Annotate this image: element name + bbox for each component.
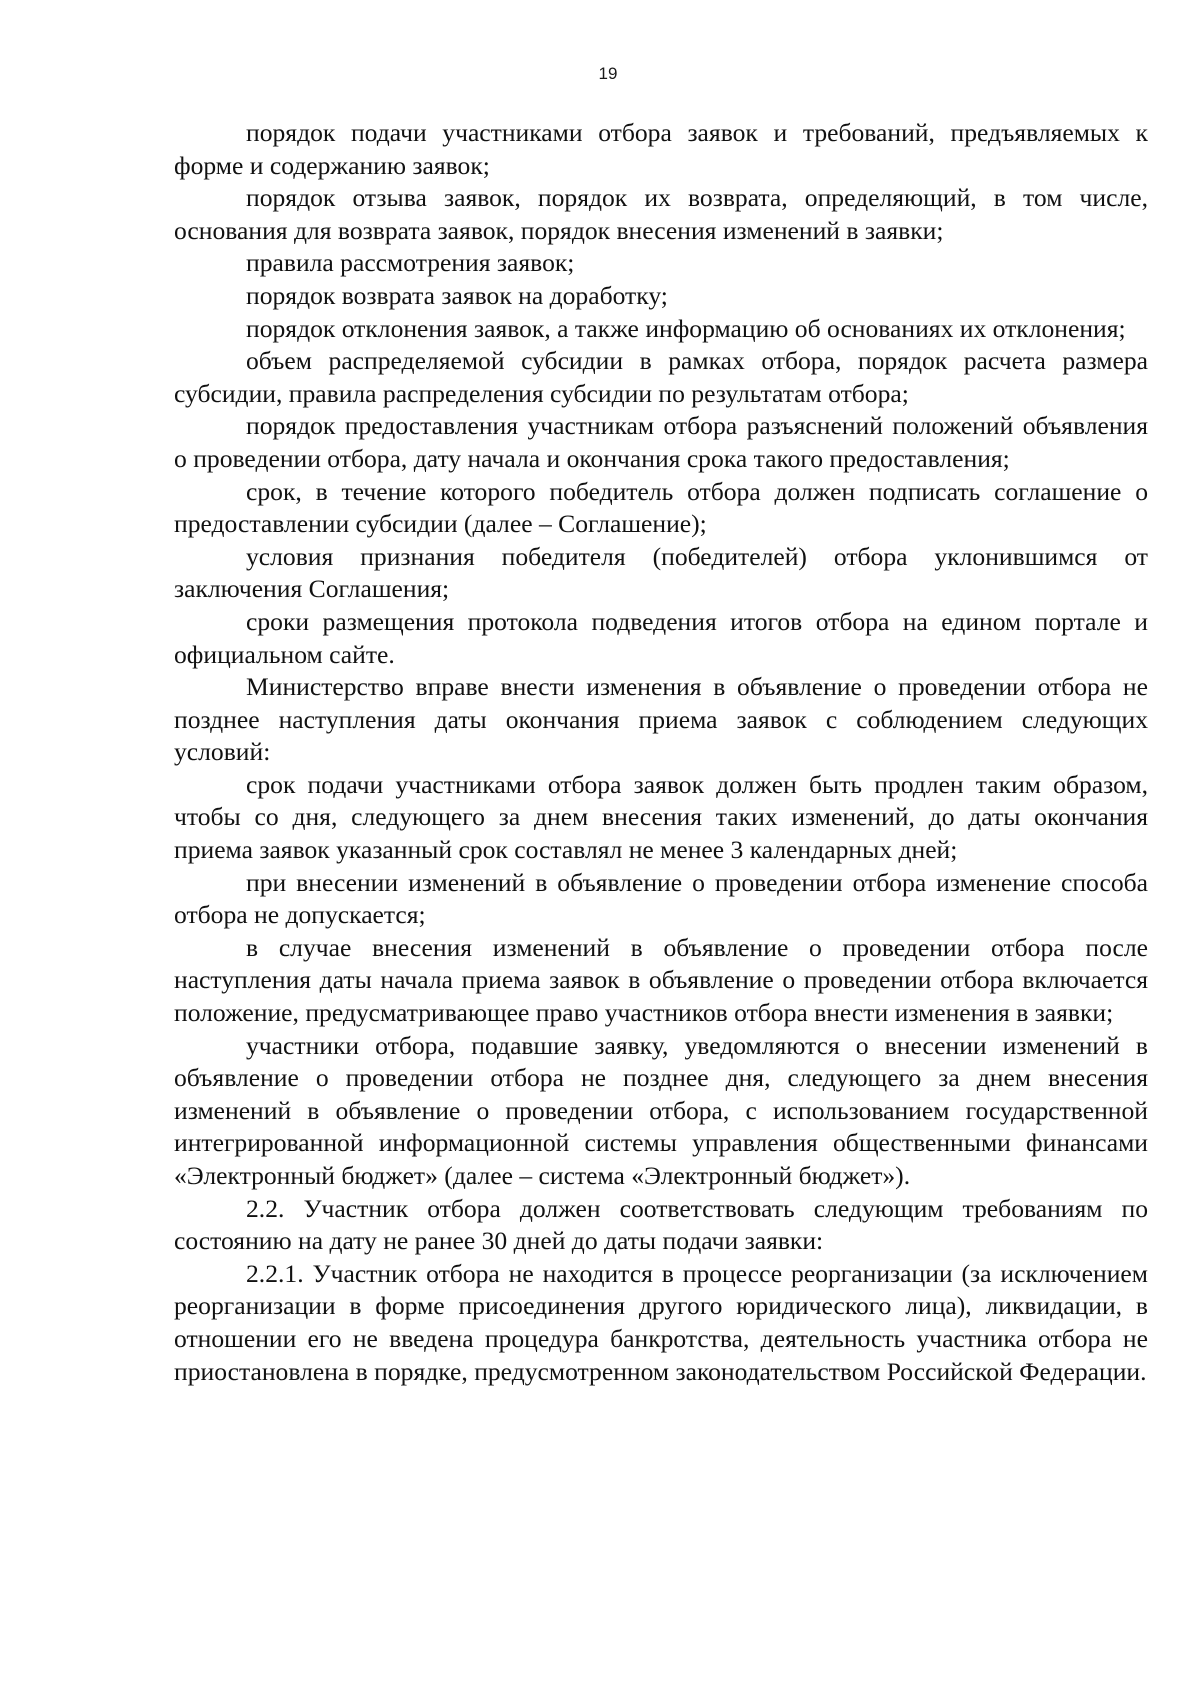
paragraph: участники отбора, подавшие заявку, уведомляются о внесении изменений в объявление о проведении отбора не позднее дня, следующего за днем внесения изменений в объявление о проведении отбора, с использованием государственной интегрированной информационной системы управления общественными финансами «Электронный бюджет» (далее – система «Электронный бюджет»).	[174, 1030, 1148, 1190]
paragraph: порядок подачи участниками отбора заявок и требований, предъявляемых к форме и содержанию заявок;	[174, 118, 1148, 180]
document-body	[174, 117, 1148, 1388]
paragraph: порядок возврата заявок на доработку;	[246, 280, 668, 310]
paragraph: 2.2.1. Участник отбора не находится в процессе реорганизации (за исключением реорганизации в форме присоединения другого юридического лица), ликвидации, в отношении его не введена процедура банкротства, деятельность участника отбора не приостановлена в порядке, предусмотренном законодательством Российской Федерации.	[174, 1258, 1148, 1386]
page-number: 19	[598, 64, 618, 83]
paragraph: Министерство вправе внести изменения в объявление о проведении отбора не позднее наступления даты окончания приема заявок с соблюдением следующих условий:	[174, 672, 1148, 767]
paragraph: сроки размещения протокола подведения итогов отбора на едином портале и официальном сайте.	[174, 606, 1148, 669]
paragraph: порядок отклонения заявок, а также информацию об основаниях их отклонения;	[246, 313, 1126, 343]
paragraph: при внесении изменений в объявление о проведении отбора изменение способа отбора не допускается;	[174, 867, 1148, 930]
paragraph: порядок предоставления участникам отбора разъяснений положений объявления о проведении отбора, дату начала и окончания срока такого предоставления;	[174, 411, 1148, 473]
paragraph: срок подачи участниками отбора заявок должен быть продлен таким образом, чтобы со дня, следующего за днем внесения таких изменений, до даты окончания приема заявок указанный срок составлял не менее 3 календарных дней;	[174, 769, 1148, 865]
paragraph: условия признания победителя (победителей) отбора уклонившимся от заключения Соглашения;	[174, 541, 1148, 604]
paragraph: 2.2. Участник отбора должен соответствовать следующим требованиям по состоянию на дату не ранее 30 дней до даты подачи заявки:	[174, 1193, 1148, 1256]
paragraph: в случае внесения изменений в объявление о проведении отбора после наступления даты начала приема заявок в объявление о проведении отбора включается положение, предусматривающее право участников отбора внести изменения в заявки;	[174, 932, 1148, 1028]
paragraph: порядок отзыва заявок, порядок их возврата, определяющий, в том числе, основания для возврата заявок, порядок внесения изменений в заявки;	[174, 183, 1148, 245]
paragraph: срок, в течение которого победитель отбора должен подписать соглашение о предоставлении субсидии (далее – Соглашение);	[174, 476, 1148, 539]
paragraph: объем распределяемой субсидии в рамках отбора, порядок расчета размера субсидии, правила распределения субсидии по результатам отбора;	[174, 346, 1148, 408]
paragraph: правила рассмотрения заявок;	[246, 248, 575, 278]
